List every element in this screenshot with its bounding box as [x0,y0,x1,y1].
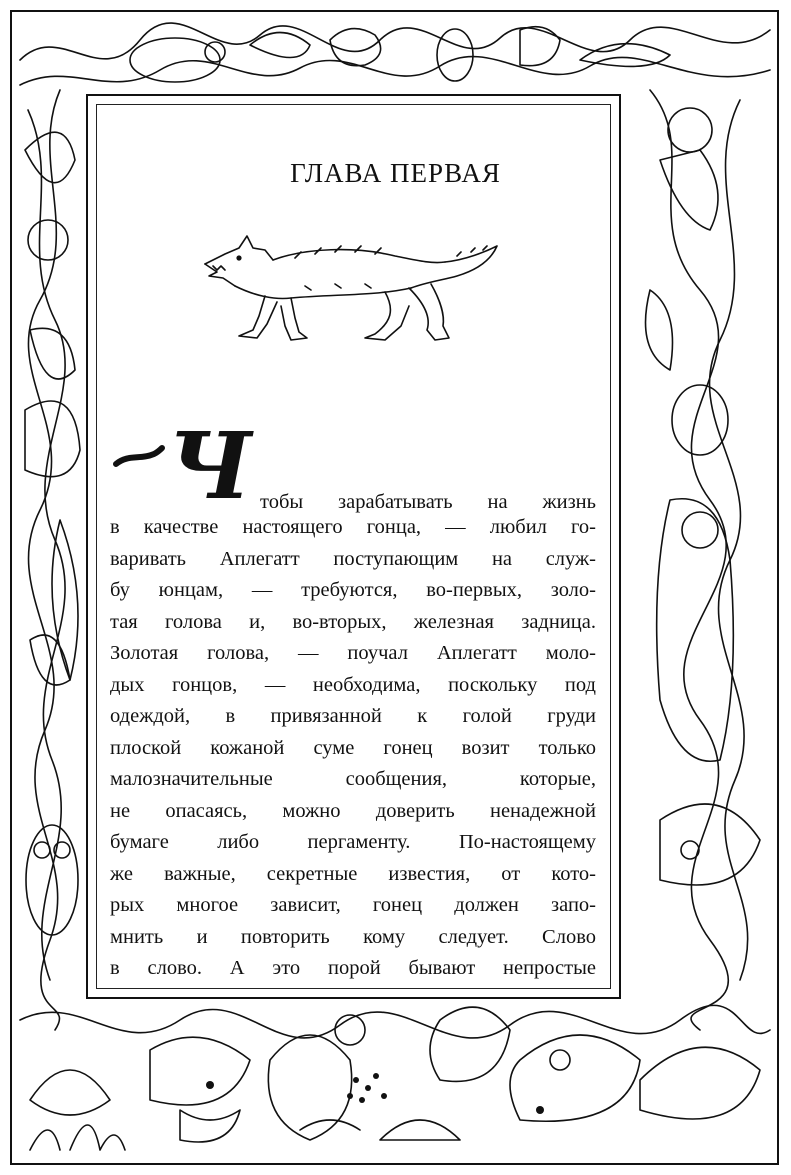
body-line: малозначительные сообщения, которые, [110,768,596,790]
chapter-body-text [110,418,596,985]
body-line: бумаге либо пергаменту. По-настоящему [110,831,596,853]
body-line: мнить и повторить кому следует. Слово [110,925,596,948]
chapter-title: ГЛАВА ПЕРВАЯ [290,158,501,188]
body-line: в качестве настоящего гонца, — любил го- [110,516,596,538]
first-paragraph-opening [110,418,596,513]
body-line: плоской кожаной суме гонец возит только [110,736,596,759]
body-line: бу юнцам, — требуются, во-первых, золо- [110,579,596,601]
body-line: же важные, секретные известия, от кото- [110,862,596,885]
drop-cap-letter: Ч [168,418,253,510]
body-line: дых гонцов, — необходима, поскольку под [110,673,596,696]
body-line: не опасаясь, можно доверить ненадежной [110,799,596,822]
body-line: Золотая голова, — поучал Аплегатт моло- [110,642,596,664]
body-line: тобы зарабатывать на жизнь [260,490,596,513]
drop-cap-ornament [110,418,258,510]
wolf-illustration-icon [195,226,505,346]
body-line: в слово. А это порой бывают непростые [110,957,596,979]
body-line: тая голова и, во-вторых, железная задница. [110,610,596,633]
body-line: рых многое зависит, гонец должен запо- [110,894,596,916]
body-line: варивать Аплегатт поступающим на служ- [110,547,596,570]
body-line: одеждой, в привязанной к голой груди [110,705,596,727]
